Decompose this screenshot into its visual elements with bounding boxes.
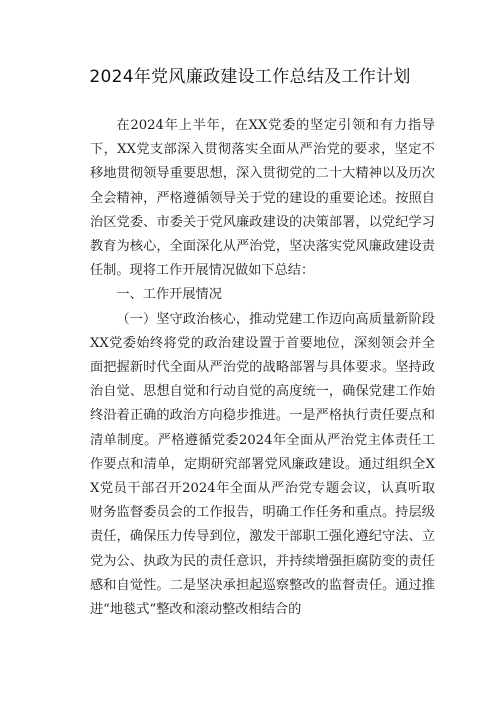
section-heading: 一、工作开展情况: [116, 287, 222, 303]
intro-paragraph: 在2024年上半年，在XX党委的坚定引领和有力指导下，XX党支部深入贯彻落实全面从严治党的要求，坚定不移地贯彻领导重要思想，深入贯彻党的二十大精神以及历次全会精神，严格遵循领导关于党的建设的重要论述。按照自治区党委、市委关于党风廉政建设的决策部署，以党纪学习教育为核心，全面深化从严治党，坚决落实党风廉政建设责任制。现将工作开展情况做如下总结：: [90, 118, 435, 279]
section-paragraph: （一）坚守政治核心，推动党建工作迈向高质量新阶段XX党委始终将党的政治建设置于首要地位，深刻领会并全面把握新时代全面从严治党的战略部署与具体要求。坚持政治自觉、思想自觉和行动自觉的高度统一，确保党建工作始终沿着正确的政治方向稳步推进。一是严格执行责任要点和清单制度。严格遵循党委2024年全面从严治党主体责任工作要点和清单，定期研究部署党风廉政建设。通过组织全XX党员干部召开2024年全面从严治党专题会议，认真听取财务监督委员会的工作报告，明确工作任务和重点。持层级责任，确保压力传导到位，激发干部职工强化遵纪守法、立党为公、执政为民的责任意识，并持续增强拒腐防变的责任感和自觉性。二是坚决承担起巡察整改的监督责任。通过推进“地毯式”整改和滚动整改相结合的: [90, 311, 435, 618]
document-title: 2024年党风廉政建设工作总结及工作计划: [89, 67, 411, 87]
document-body: [90, 114, 435, 622]
